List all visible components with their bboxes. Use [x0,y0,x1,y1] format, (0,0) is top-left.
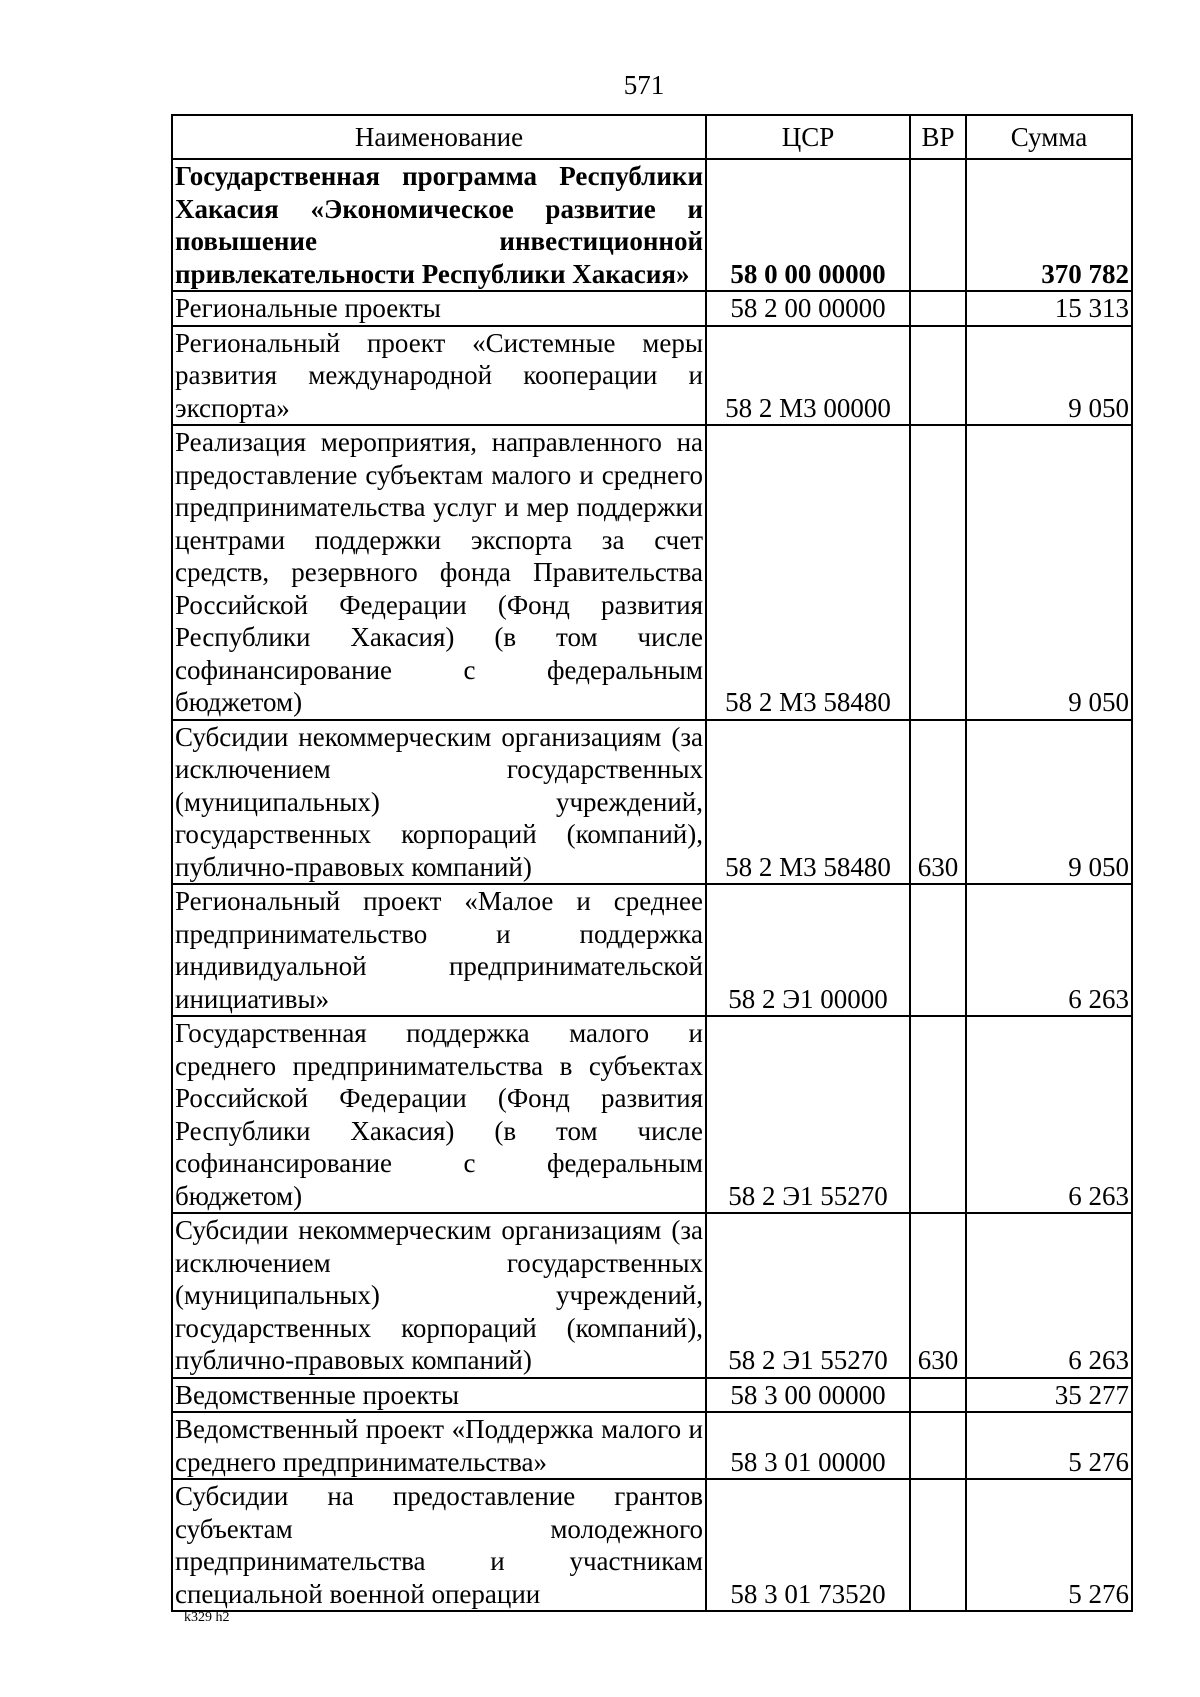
table-header-row [172,115,1132,159]
row-vr [910,425,966,720]
row-csr: 58 2 М3 58480 [706,720,910,885]
row-csr: 58 3 00 00000 [706,1378,910,1413]
row-csr: 58 0 00 00000 [706,159,910,291]
row-csr: 58 2 М3 00000 [706,326,910,426]
row-csr: 58 2 Э1 55270 [706,1213,910,1378]
row-vr [910,1412,966,1479]
row-vr [910,326,966,426]
header-csr: ЦСР [706,115,910,159]
footer-code: k329 h2 [184,1610,230,1625]
row-sum: 9 050 [966,326,1132,426]
header-name: Наименование [172,115,706,159]
row-name: Ведомственные проекты [172,1378,706,1413]
row-csr: 58 3 01 73520 [706,1479,910,1611]
row-name: Ведомственный проект «Поддержка малого и среднего предпринимательства» [172,1412,706,1479]
row-name: Государственная поддержка малого и среднего предпринимательства в субъектах Российской Федерации (Фонд развития Республики Хакасия) (в том числе софинансирование с федеральным бюджетом) [172,1016,706,1213]
budget-table [171,114,1133,1612]
table-row [172,159,1132,291]
row-vr [910,291,966,326]
page-number: 571 [623,70,665,100]
row-sum: 15 313 [966,291,1132,326]
row-sum: 6 263 [966,1213,1132,1378]
table-row [172,1378,1132,1413]
row-name: Государственная программа Республики Хакасия «Экономическое развитие и повышение инвестиционной привлекательности Республики Хакасия» [172,159,706,291]
row-sum: 6 263 [966,884,1132,1016]
row-vr [910,159,966,291]
header-sum: Сумма [966,115,1132,159]
table-row [172,291,1132,326]
row-name: Субсидии некоммерческим организациям (за исключением государственных (муниципальных) учреждений, государственных корпораций (компаний), публично-правовых компаний) [172,1213,706,1378]
row-sum: 9 050 [966,425,1132,720]
table-row [172,1213,1132,1378]
row-csr: 58 2 Э1 55270 [706,1016,910,1213]
row-name: Субсидии на предоставление грантов субъектам молодежного предпринимательства и участникам специальной военной операции [172,1479,706,1611]
row-sum: 370 782 [966,159,1132,291]
row-vr [910,884,966,1016]
table-row [172,1479,1132,1611]
row-vr [910,1016,966,1213]
table-row [172,884,1132,1016]
row-sum: 35 277 [966,1378,1132,1413]
row-csr: 58 2 М3 58480 [706,425,910,720]
row-vr: 630 [910,720,966,885]
table-row [172,1412,1132,1479]
row-name: Региональный проект «Малое и среднее предпринимательство и поддержка индивидуальной предпринимательской инициативы» [172,884,706,1016]
table-row [172,720,1132,885]
row-name: Региональный проект «Системные меры развития международной кооперации и экспорта» [172,326,706,426]
row-vr: 630 [910,1213,966,1378]
table-row [172,425,1132,720]
row-name: Региональные проекты [172,291,706,326]
row-name: Реализация мероприятия, направленного на предоставление субъектам малого и среднего предпринимательства услуг и мер поддержки центрами поддержки экспорта за счет средств, резервного фонда Правительства Российской Федерации (Фонд развития Республики Хакасия) (в том числе софинансирование с федеральным бюджетом) [172,425,706,720]
header-vr: ВР [910,115,966,159]
row-name: Субсидии некоммерческим организациям (за исключением государственных (муниципальных) учреждений, государственных корпораций (компаний), публично-правовых компаний) [172,720,706,885]
row-vr [910,1378,966,1413]
row-sum: 9 050 [966,720,1132,885]
row-vr [910,1479,966,1611]
row-csr: 58 2 00 00000 [706,291,910,326]
row-csr: 58 2 Э1 00000 [706,884,910,1016]
row-sum: 5 276 [966,1412,1132,1479]
table-row [172,1016,1132,1213]
table-row [172,326,1132,426]
row-csr: 58 3 01 00000 [706,1412,910,1479]
row-sum: 6 263 [966,1016,1132,1213]
row-sum: 5 276 [966,1479,1132,1611]
